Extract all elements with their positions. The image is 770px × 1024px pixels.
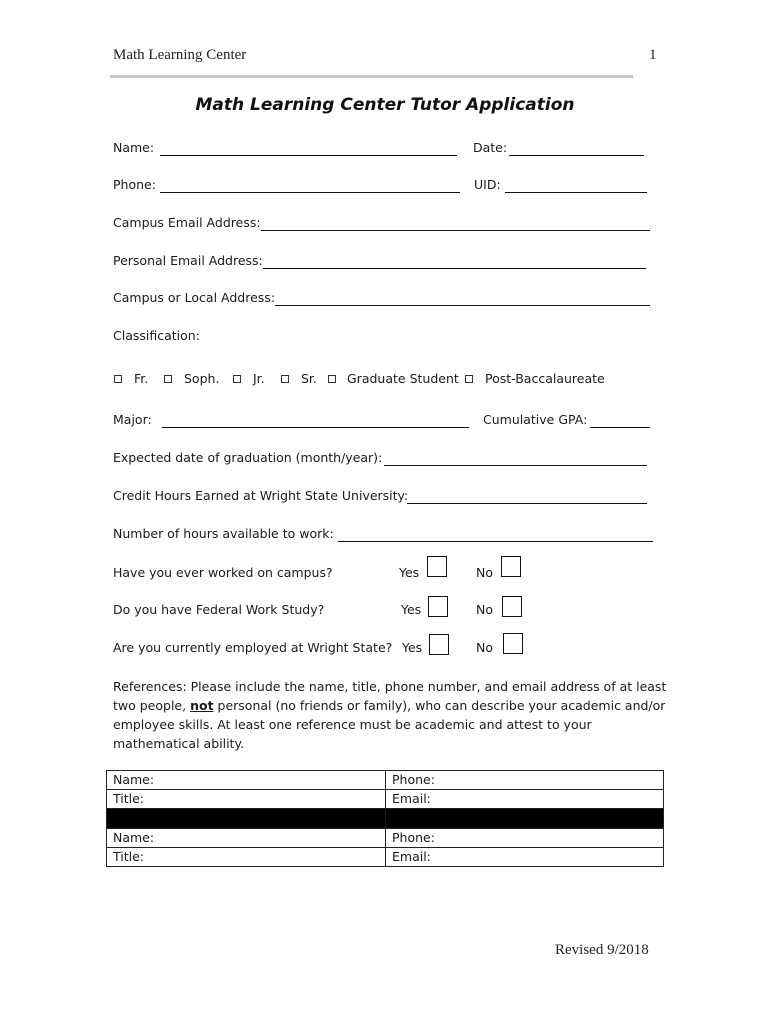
separator-cell bbox=[386, 809, 664, 829]
date-label: Date: bbox=[473, 140, 508, 155]
header-left: Math Learning Center bbox=[113, 47, 247, 63]
option-freshman: Fr. bbox=[134, 371, 149, 386]
reference-2-email[interactable]: Email: bbox=[386, 848, 664, 867]
reference-1-title[interactable]: Title: bbox=[107, 790, 386, 809]
employed-no-checkbox[interactable] bbox=[503, 633, 523, 654]
personal-email-label: Personal Email Address: bbox=[113, 253, 263, 268]
graduation-label: Expected date of graduation (month/year): bbox=[113, 450, 383, 465]
no-label: No bbox=[476, 602, 493, 617]
reference-1-email[interactable]: Email: bbox=[386, 790, 664, 809]
table-row bbox=[107, 848, 664, 867]
option-sophomore: Soph. bbox=[184, 371, 220, 386]
references-instructions bbox=[113, 677, 673, 753]
campus-email-label: Campus Email Address: bbox=[113, 215, 261, 230]
table-row bbox=[107, 771, 664, 790]
reference-1-name[interactable]: Name: bbox=[107, 771, 386, 790]
reference-2-phone[interactable]: Phone: bbox=[386, 829, 664, 848]
no-label: No bbox=[476, 640, 493, 655]
worked-on-campus-yes-checkbox[interactable] bbox=[427, 556, 447, 577]
checkbox-freshman[interactable] bbox=[114, 375, 122, 383]
question-employed-wright-state: Are you currently employed at Wright State? bbox=[113, 640, 393, 655]
separator-cell bbox=[107, 809, 386, 829]
option-senior: Sr. bbox=[301, 371, 317, 386]
header-divider bbox=[110, 75, 633, 78]
employed-yes-checkbox[interactable] bbox=[429, 634, 449, 655]
checkbox-post-baccalaureate[interactable] bbox=[465, 375, 473, 383]
option-graduate: Graduate Student bbox=[347, 371, 459, 386]
hours-available-field[interactable] bbox=[338, 541, 653, 542]
gpa-label: Cumulative GPA: bbox=[483, 412, 588, 427]
references-emphasis: not bbox=[190, 698, 214, 713]
classification-label: Classification: bbox=[113, 328, 200, 343]
work-study-yes-checkbox[interactable] bbox=[428, 596, 448, 617]
reference-2-title[interactable]: Title: bbox=[107, 848, 386, 867]
table-row bbox=[107, 829, 664, 848]
page-number: 1 bbox=[649, 47, 657, 63]
uid-label: UID: bbox=[474, 177, 501, 192]
campus-address-label: Campus or Local Address: bbox=[113, 290, 276, 305]
checkbox-senior[interactable] bbox=[281, 375, 289, 383]
checkbox-junior[interactable] bbox=[233, 375, 241, 383]
date-field[interactable] bbox=[509, 155, 644, 156]
graduation-field[interactable] bbox=[384, 465, 647, 466]
references-text-start: References: Please include the name, title, phone number, and email address of at least two people, bbox=[113, 679, 667, 713]
work-study-no-checkbox[interactable] bbox=[502, 596, 522, 617]
yes-label: Yes bbox=[399, 565, 420, 580]
table-separator-row bbox=[107, 809, 664, 829]
major-label: Major: bbox=[113, 412, 152, 427]
checkbox-graduate[interactable] bbox=[328, 375, 336, 383]
name-field[interactable] bbox=[160, 155, 457, 156]
campus-address-field[interactable] bbox=[275, 305, 650, 306]
yes-label: Yes bbox=[402, 640, 423, 655]
phone-field[interactable] bbox=[160, 192, 460, 193]
references-text-end: personal (no friends or family), who can describe your academic and/or employee skills. At least one reference must be academic and attest to your mathematical ability. bbox=[113, 698, 666, 751]
option-junior: Jr. bbox=[253, 371, 265, 386]
gpa-field[interactable] bbox=[590, 427, 650, 428]
question-federal-work-study: Do you have Federal Work Study? bbox=[113, 602, 325, 617]
phone-label: Phone: bbox=[113, 177, 156, 192]
table-row bbox=[107, 790, 664, 809]
no-label: No bbox=[476, 565, 493, 580]
question-worked-on-campus: Have you ever worked on campus? bbox=[113, 565, 333, 580]
page-title: Math Learning Center Tutor Application bbox=[195, 95, 575, 115]
revision-note: Revised 9/2018 bbox=[555, 942, 649, 958]
major-field[interactable] bbox=[162, 427, 469, 428]
yes-label: Yes bbox=[401, 602, 422, 617]
checkbox-sophomore[interactable] bbox=[164, 375, 172, 383]
uid-field[interactable] bbox=[505, 192, 647, 193]
option-post-baccalaureate: Post-Baccalaureate bbox=[485, 371, 605, 386]
worked-on-campus-no-checkbox[interactable] bbox=[501, 556, 521, 577]
credit-hours-field[interactable] bbox=[407, 503, 647, 504]
references-table bbox=[106, 770, 664, 867]
credit-hours-label: Credit Hours Earned at Wright State University: bbox=[113, 488, 409, 503]
reference-1-phone[interactable]: Phone: bbox=[386, 771, 664, 790]
campus-email-field[interactable] bbox=[261, 230, 650, 231]
hours-available-label: Number of hours available to work: bbox=[113, 526, 334, 541]
personal-email-field[interactable] bbox=[263, 268, 646, 269]
reference-2-name[interactable]: Name: bbox=[107, 829, 386, 848]
name-label: Name: bbox=[113, 140, 155, 155]
